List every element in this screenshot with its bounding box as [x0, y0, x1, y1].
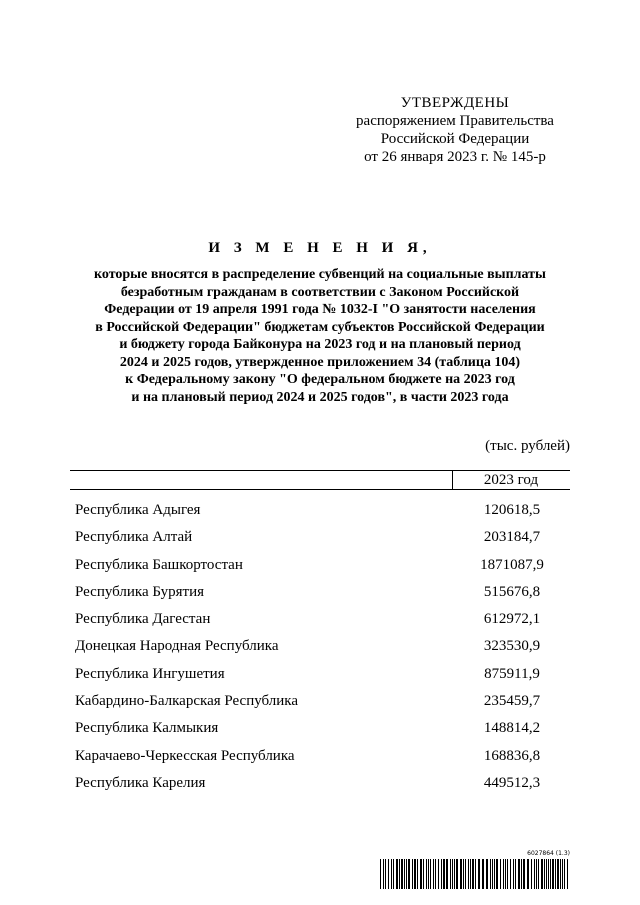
barcode-bar [438, 859, 439, 889]
barcode-bar [507, 859, 508, 889]
table-row [75, 528, 575, 555]
table-row [75, 719, 575, 746]
barcode-bar [396, 859, 398, 889]
barcode-bar [470, 859, 471, 889]
barcode-bar [503, 859, 504, 889]
barcode-bar [472, 859, 474, 889]
table-row [75, 637, 575, 664]
barcode-bar [452, 859, 453, 889]
barcode-bar [564, 859, 565, 889]
table-row [75, 747, 575, 774]
table-header [70, 470, 570, 490]
barcode-bar [454, 859, 455, 889]
barcode-bar [412, 859, 413, 889]
barcode-bar [385, 859, 386, 889]
barcode-bar [450, 859, 451, 889]
barcode-bar [500, 859, 501, 889]
barcode-bar [426, 859, 427, 889]
barcode-bar [408, 859, 410, 889]
table-row [75, 774, 575, 801]
barcode-bars [380, 859, 570, 889]
barcode-bar [492, 859, 493, 889]
barcode-bar [552, 859, 554, 889]
region-name: Республика Алтай [75, 529, 193, 546]
barcode-bar [399, 859, 400, 889]
barcode-bar [505, 859, 506, 889]
table-row [75, 556, 575, 583]
amount-value: 148814,2 [483, 720, 541, 737]
barcode-bar [548, 859, 549, 889]
barcode-bar [446, 859, 448, 889]
barcode-bar [482, 859, 484, 889]
barcode-bar [494, 859, 495, 889]
table-row [75, 665, 575, 692]
barcode-bar [486, 859, 488, 889]
subtitle-line: и на плановый период 2024 и 2025 годов", в части 2023 года [131, 389, 509, 405]
barcode-bar [567, 859, 568, 889]
barcode-bar [388, 859, 389, 889]
barcode-bar [443, 859, 445, 889]
barcode-bar [393, 859, 394, 889]
subtitle-line: которые вносятся в распределение субвенций на социальные выплаты [94, 267, 546, 282]
region-name: Республика Башкортостан [75, 556, 243, 573]
table-row [75, 583, 575, 610]
region-name: Донецкая Народная Республика [75, 638, 279, 655]
region-name: Республика Карелия [75, 774, 206, 791]
barcode-bar [534, 859, 535, 889]
approval-line: распоряжением Правительства [356, 113, 554, 129]
table-row [75, 692, 575, 719]
barcode-bar [465, 859, 466, 889]
barcode-bar [401, 859, 403, 889]
barcode-bar [430, 859, 431, 889]
approval-date-number: от 26 января 2023 г. № 145-р [364, 149, 546, 165]
amount-value: 235459,7 [483, 693, 541, 710]
barcode-bar [557, 859, 559, 889]
barcode-bar [490, 859, 491, 889]
table-row [75, 610, 575, 637]
barcode-bar [515, 859, 516, 889]
table-body [75, 501, 575, 801]
barcode-bar [391, 859, 392, 889]
barcode-bar [544, 859, 545, 889]
approval-heading: УТВЕРЖДЕНЫ [400, 95, 510, 111]
barcode-bar [541, 859, 543, 889]
barcode-bar [383, 859, 384, 889]
barcode-bar [538, 859, 539, 889]
barcode-bar [546, 859, 547, 889]
barcode-bar [433, 859, 434, 889]
amount-value: 875911,9 [484, 665, 540, 682]
barcode-bar [562, 859, 563, 889]
region-name: Республика Калмыкия [75, 720, 219, 737]
barcode-bar [521, 859, 522, 889]
barcode-bar [518, 859, 520, 889]
barcode-bar [496, 859, 498, 889]
amount-value: 612972,1 [483, 611, 541, 628]
document-title: И З М Е Н Е Н И Я, [208, 240, 432, 256]
barcode-bar [478, 859, 480, 889]
subtitle-line: безработным гражданам в соответствии с Законом Российской [120, 284, 520, 300]
barcode-bar [475, 859, 476, 889]
barcode-bar [550, 859, 551, 889]
region-name: Республика Бурятия [75, 583, 205, 600]
barcode-bar [531, 859, 532, 889]
amount-value: 120618,5 [483, 502, 541, 518]
barcode-bar [536, 859, 537, 889]
barcode-bar [513, 859, 514, 889]
subtitle-line: 2024 и 2025 годов, утвержденное приложением 34 (таблица 104) [119, 354, 521, 370]
approval-line: Российской Федерации [380, 131, 530, 147]
amount-value: 203184,7 [483, 529, 541, 546]
barcode-bar [456, 859, 458, 889]
unit-label: (тыс. рублей) [485, 438, 570, 454]
barcode-bar [560, 859, 561, 889]
approval-block [300, 94, 610, 166]
amount-value: 449512,3 [483, 774, 541, 791]
barcode-bar [510, 859, 511, 889]
barcode-bar [468, 859, 469, 889]
barcode-bar [404, 859, 405, 889]
barcode-bar [463, 859, 464, 889]
subtitle-line: и бюджету города Байконура на 2023 год и на плановый период [119, 337, 521, 352]
amount-value: 168836,8 [483, 747, 541, 764]
barcode-bar [527, 859, 529, 889]
amount-value: 323530,9 [483, 638, 541, 655]
barcode [380, 850, 570, 890]
barcode-bar [414, 859, 416, 889]
barcode-bar [428, 859, 429, 889]
subtitle-line: Федерации от 19 апреля 1991 года № 1032-I "О занятости населения [104, 302, 536, 317]
barcode-bar [380, 859, 381, 889]
document-subtitle [40, 266, 600, 406]
region-name: Республика Дагестан [75, 611, 211, 628]
barcode-bar [423, 859, 424, 889]
region-name: Республика Ингушетия [75, 665, 225, 682]
region-name: Республика Адыгея [75, 502, 201, 518]
barcode-bar [555, 859, 556, 889]
amount-value: 515676,8 [483, 583, 541, 600]
barcode-bar [460, 859, 462, 889]
subtitle-line: к Федеральному закону "О федеральном бюджете на 2023 год [125, 372, 515, 387]
amount-value: 1871087,9 [480, 556, 544, 573]
table-row [75, 501, 575, 528]
region-name: Карачаево-Черкесская Республика [75, 747, 295, 764]
region-name: Кабардино-Балкарская Республика [75, 693, 299, 710]
barcode-bar [420, 859, 422, 889]
barcode-bar [417, 859, 418, 889]
barcode-bar [441, 859, 442, 889]
barcode-bar [523, 859, 525, 889]
subtitle-line: в Российской Федерации" бюджетам субъектов Российской Федерации [95, 319, 545, 335]
barcode-bar [406, 859, 407, 889]
barcode-bar [435, 859, 436, 889]
barcode-number: 6027864 (1.3) [527, 850, 570, 857]
year-column-header: 2023 год [483, 472, 539, 488]
